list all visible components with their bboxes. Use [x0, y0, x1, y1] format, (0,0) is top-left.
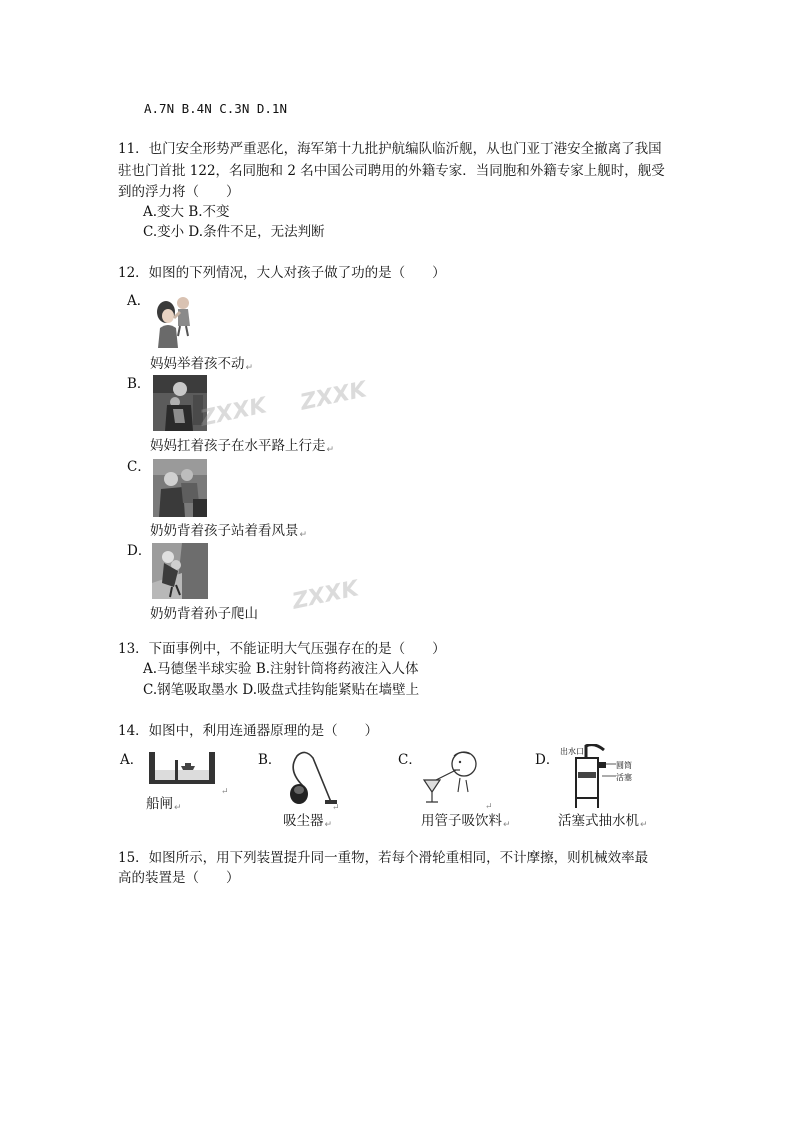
q12-option-c-letter: C．	[127, 459, 151, 475]
watermark-3: ZXXK	[290, 576, 361, 615]
q14-option-a-letter: A．	[120, 752, 144, 768]
q11-stem-line-3: 到的浮力将（ ）	[118, 184, 240, 200]
q12-option-b-caption: 妈妈扛着孩子在水平路上行走↵	[150, 438, 335, 455]
watermark-2: ZXXK	[298, 377, 369, 416]
pump-label-cylinder: 圆筒	[616, 761, 632, 770]
q13-options-line-2: C.钢笔吸取墨水 D.吸盘式挂钩能紧贴在墙壁上	[143, 682, 420, 698]
photo-grandma-carrying-grandson-climbing	[152, 543, 208, 599]
q14-option-a-mark: ↵	[221, 787, 229, 797]
q13-stem: 13．下面事例中，不能证明大气压强存在的是（ ）	[118, 641, 446, 657]
photo-mother-lifting-child	[152, 292, 198, 348]
q12-option-c-caption: 奶奶背着孩子站着看风景↵	[150, 523, 308, 540]
q11-stem-line-2: 驻也门首批 122，名同胞和 2 名中国公司聘用的外籍专家．当同胞和外籍专家上舰时，舰受	[118, 163, 665, 179]
q12-option-d-letter: D．	[127, 543, 152, 559]
drinking-straw-figure	[420, 748, 484, 808]
q14-option-a-caption: 船闸↵	[146, 796, 182, 813]
q14-option-d-letter: D．	[535, 752, 560, 768]
q14-option-c-mark: ↵	[485, 802, 493, 812]
q11-options-line-1: A.变大 B.不变	[143, 204, 230, 220]
q12-option-b-letter: B．	[127, 376, 151, 392]
q11-stem-line-1: 11．也门安全形势严重恶化，海军第十九批护航编队临沂舰，从也门亚丁港安全撤离了我国	[118, 141, 662, 157]
q12-option-d-caption: 奶奶背着孙子爬山	[150, 606, 258, 622]
pump-label-outlet: 出水口	[560, 747, 584, 756]
q12-option-a-letter: A．	[127, 293, 151, 309]
q12-option-a-caption: 妈妈举着孩不动↵	[150, 356, 254, 373]
q12-stem: 12．如图的下列情况，大人对孩子做了功的是（ ）	[118, 265, 446, 281]
q14-stem: 14．如图中，利用连通器原理的是（ ）	[118, 723, 379, 739]
q14-option-c-letter: C．	[398, 752, 422, 768]
q15-stem-line-2: 高的装置是（ ）	[118, 870, 240, 886]
q13-options-line-1: A.马德堡半球实验 B.注射针筒将药液注入人体	[143, 661, 419, 677]
ship-lock-figure	[147, 750, 221, 790]
q14-option-b-mark: ↵	[332, 803, 340, 813]
q14-option-c-caption: 用管子吸饮料↵	[421, 813, 511, 830]
q14-option-b-letter: B．	[258, 752, 282, 768]
q11-options-line-2: C.变小 D.条件不足，无法判断	[143, 224, 325, 240]
piston-pump-figure	[558, 744, 658, 810]
q14-option-b-caption: 吸尘器↵	[283, 813, 333, 830]
q15-stem-line-1: 15．如图所示，用下列装置提升同一重物，若每个滑轮重相同，不计摩擦，则机械效率最	[118, 850, 649, 866]
q14-option-d-caption: 活塞式抽水机↵	[558, 813, 648, 830]
watermark-1: ZXXK	[198, 393, 269, 432]
photo-mother-carrying-child-walking	[153, 375, 207, 431]
photo-grandma-carrying-child-standing	[153, 459, 207, 517]
pump-label-piston: 活塞	[616, 773, 632, 782]
q10-options: A.7N B.4N C.3N D.1N	[144, 101, 287, 116]
